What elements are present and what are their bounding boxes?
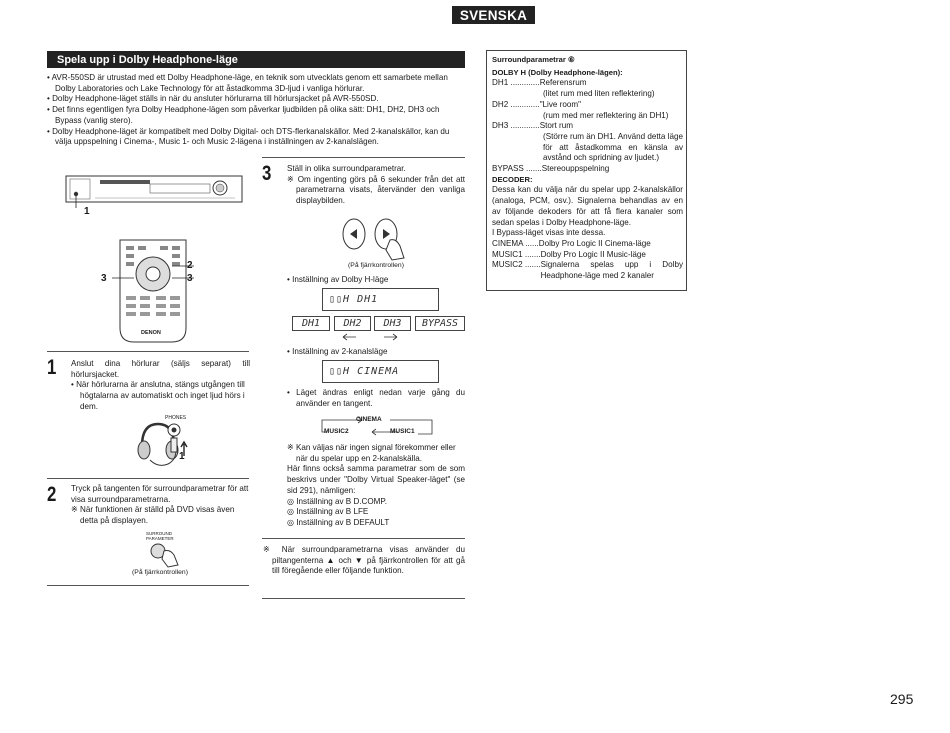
decoder-row [492, 250, 683, 261]
intro-bullet: • Dolby Headphone-läget är kompatibelt med Dolby Digital- och DTS-flerkanalskällor. Med 2-kanalskällor, kan du välja uppspelning i Cinema-, Music 1- och Music 2-lägena i inställningen av 2-kanalslägen. [47, 126, 450, 147]
decoder-val: Signalerna spelas upp i Dolby Headphone-läge med 2 kanaler [540, 260, 683, 281]
mode-dh3: DH3 [374, 316, 411, 331]
dolby-sub: (Större rum än DH1. Använd detta läge för att åstadkomma en känsla av avstånd och spridning av ljudet.) [543, 131, 683, 163]
sidebar-heading: Surroundparametrar ⑥ [492, 55, 575, 64]
remote-callout-right-bottom: 3 [187, 273, 193, 284]
decoder-val: Dolby Pro Logic II Music-läge [540, 249, 646, 259]
dolby-key: BYPASS ....... [492, 164, 542, 174]
intro-bullets [47, 73, 467, 148]
headphones-illustration [136, 420, 196, 468]
param-item: ◎ Inställning av B D.COMP. [287, 496, 388, 506]
dolby-row [492, 100, 683, 111]
cycle-music1: MUSIC1 [390, 428, 415, 435]
section-title: Spela upp i Dolby Headphone-läge [47, 51, 465, 68]
step2-number: 2 [47, 483, 57, 506]
param-item: ◎ Inställning av B LFE [287, 507, 369, 517]
cycle-note [287, 388, 465, 409]
step1-text [71, 359, 250, 413]
mode-dh2: DH2 [334, 316, 371, 331]
cycle-cinema: CINEMA [356, 416, 382, 423]
step3-caption: (På fjärrkontrollen) [348, 262, 404, 269]
bottom-note [263, 545, 465, 577]
dolby-row [492, 164, 683, 175]
step3-note: ※ Om ingenting görs på 6 sekunder från det att parametrarna visats, återvänder den vanliga displaybilden. [287, 174, 465, 206]
decoder-key: MUSIC2 ....... [492, 260, 541, 270]
decoder-row [492, 260, 683, 281]
intro-bullet: • AVR-550SD är utrustad med ett Dolby Headphone-läge, en teknik som utvecklats genom ett samarbete mellan Dolby Laboratories och Lake Technology för att åstadkomma 3D-ljud i vanliga hörlurar. [47, 73, 448, 93]
decoder-heading: DECODER: [492, 174, 533, 184]
step1-rule [47, 351, 249, 352]
param-item: ◎ Inställning av B DEFAULT [287, 517, 390, 527]
step1-number: 1 [47, 356, 57, 379]
surround-params-content [492, 55, 683, 282]
remote-callout-right-top: 2 [187, 260, 193, 271]
step2-caption: (På fjärrkontrollen) [132, 569, 188, 576]
mode-bypass: BYPASS [415, 316, 465, 331]
same-params-text: Här finns också samma parametrar som de som beskrivs under "Dolby Virtual Speaker-läget" (se sid 291), nämligen: [287, 464, 465, 495]
intro-bullet: • Dolby Headphone-läget ställs in när du ansluter hörlurarna till hörlursjacket på AVR-550SD. [47, 94, 379, 104]
remote-callout-left: 3 [101, 273, 107, 284]
language-tab: SVENSKA [452, 6, 535, 24]
two-ch-label: • Inställning av 2-kanalsläge [287, 347, 388, 356]
step3-extra [287, 443, 465, 529]
decoder-text: Dessa kan du välja när du spelar upp 2-kanalskällor (analoga, PCM, osv.). Signalerna behandlas av en av följande dekoders för att få flera kanaler som sedan spelas i Dolby Headphone-läge. [492, 185, 683, 227]
decoder-row [492, 239, 683, 250]
phones-callout: 1 [179, 451, 185, 462]
bottom-rule [262, 598, 465, 599]
dolby-key: DH3 ............. [492, 121, 540, 131]
dolby-row [492, 121, 683, 132]
dolby-heading: DOLBY H (Dolby Headphone-lägen): [492, 67, 623, 77]
decoder-val: Dolby Pro Logic II Cinema-läge [538, 238, 651, 248]
dolby-key: DH2 ............. [492, 99, 540, 109]
dolby-sub: (litet rum med liten reflektering) [543, 89, 655, 99]
arrow-buttons-icon [340, 216, 410, 262]
mode-arrows-icon [340, 332, 400, 342]
lcd-display-dolby-h: ▯▯H DH1 [322, 288, 439, 311]
step2-text [71, 484, 250, 527]
dolby-row [492, 78, 683, 89]
step2-note: ※ När funktionen är ställd på DVD visas även detta på displayen. [71, 505, 235, 526]
receiver-callout: 1 [84, 206, 90, 217]
step1-note: • När hörlurarna är anslutna, stängs utgången till högtalarna av automatiskt och inget ljud hörs i dem. [71, 380, 245, 411]
dolby-val: Referensrum [539, 78, 587, 88]
dolby-val: "Live room" [539, 99, 581, 109]
step3-instruction: Ställ in olika surroundparametrar. [287, 164, 406, 173]
decoder-key: MUSIC1 ....... [492, 249, 541, 259]
page-number: 295 [890, 691, 914, 707]
step3-text [287, 164, 465, 207]
decoder-key: CINEMA ...... [492, 238, 539, 248]
remote-brand: DENON [141, 330, 161, 336]
cycle-note-text: • Läget ändras enligt nedan varje gång du använder en tangent. [287, 388, 465, 408]
step1-instruction: Anslut dina hörlurar (säljs separat) till hörlursjacket. [71, 359, 250, 379]
dolby-sub: (rum med mer reflektering än DH1) [543, 110, 669, 120]
phones-label: PHONES [165, 415, 187, 421]
surround-button-icon [146, 541, 186, 569]
step3-number: 3 [262, 162, 272, 185]
dolby-val: Stort rum [539, 121, 573, 131]
no-signal-note: ※ Kan väljas när ingen signal förekommer eller när du spelar upp en 2-kanalskälla. [287, 443, 456, 463]
step3-rule [262, 157, 465, 158]
step2-bottom-rule [47, 585, 249, 586]
mode-dh1: DH1 [292, 316, 330, 331]
step2-instruction: Tryck på tangenten för surroundparametrar för att visa surroundparametrarna. [71, 484, 249, 504]
cycle-music2: MUSIC2 [324, 428, 349, 435]
dolby-key: DH1 ............. [492, 78, 540, 88]
bypass-note: I Bypass-läget visas inte dessa. [492, 228, 606, 238]
intro-bullet: • Det finns egentligen fyra Dolby Headphone-lägen som påverkar ljudbilden på olika sätt: DH1, DH2, DH3 och Bypass (vanlig stero). [47, 105, 440, 125]
surround-button-label: SURROUND PARAMETER [146, 531, 174, 541]
step2-rule [47, 478, 249, 479]
bottom-note-rule [262, 538, 465, 539]
bottom-note-text: ※ När surroundparametrarna visas använder du piltangenterna ▲ och ▼ på fjärrkontrollen för att gå till föregående eller följande funktion. [263, 545, 465, 576]
dolby-val: Stereouppspelning [541, 164, 610, 174]
dolby-h-label: • Inställning av Dolby H-läge [287, 275, 389, 284]
lcd-display-cinema: ▯▯H CINEMA [322, 360, 439, 383]
